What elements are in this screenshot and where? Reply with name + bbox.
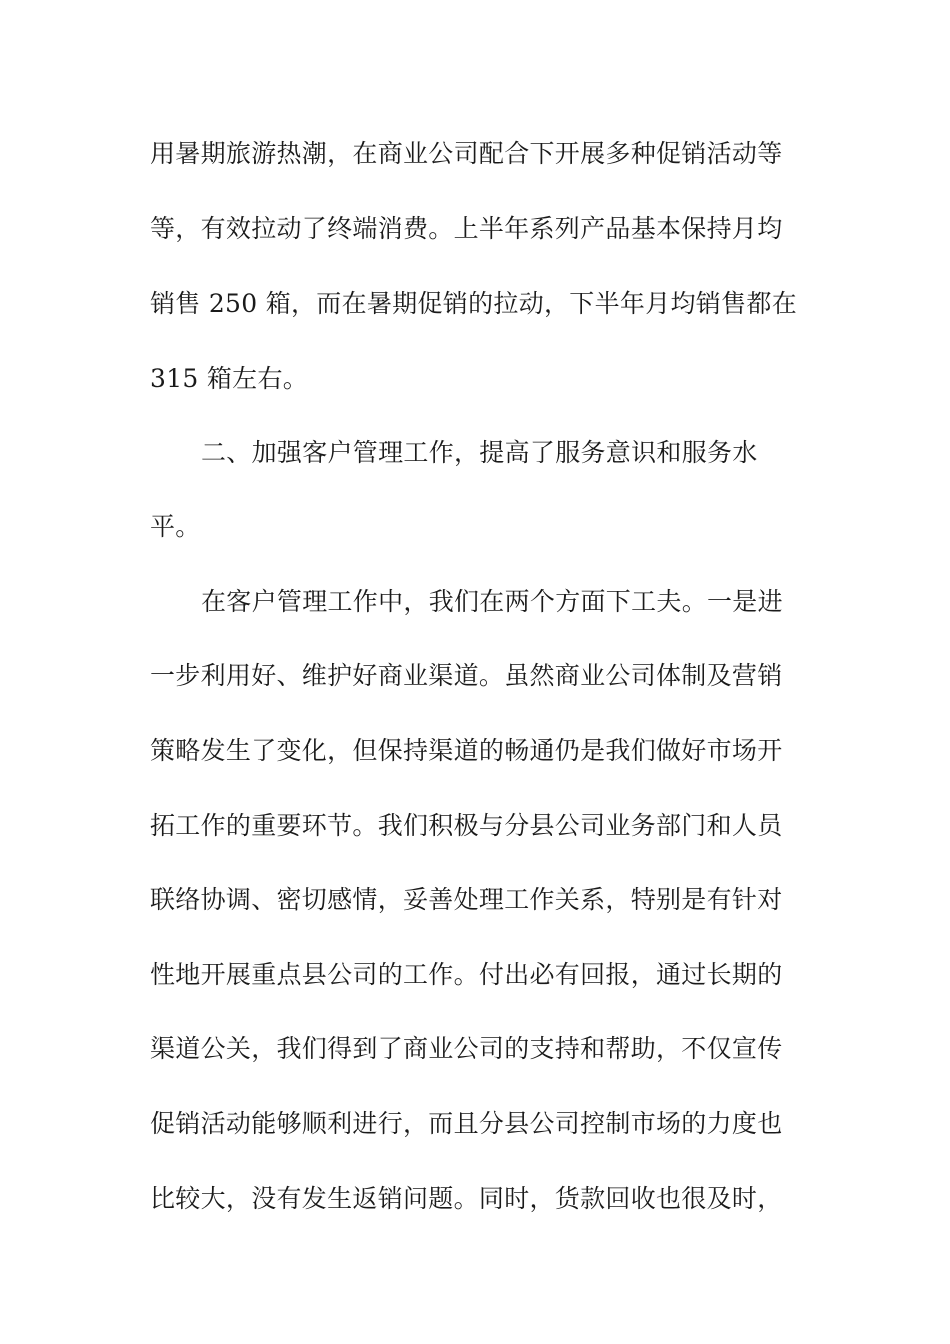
text-line: 性地开展重点县公司的工作。付出必有回报，通过长期的 bbox=[150, 960, 783, 989]
text-line: 促销活动能够顺利进行，而且分县公司控制市场的力度也 bbox=[150, 1109, 783, 1138]
text-line: 315 箱左右。 bbox=[150, 364, 309, 393]
text-line: 销售 250 箱，而在暑期促销的拉动，下半年月均销售都在 bbox=[150, 289, 798, 318]
text-line: 等，有效拉动了终端消费。上半年系列产品基本保持月均 bbox=[150, 214, 783, 243]
section-heading: 二、加强客户管理工作，提高了服务意识和服务水 bbox=[201, 438, 758, 467]
paragraph-first-line: 在客户管理工作中，我们在两个方面下工夫。一是进 bbox=[201, 587, 783, 616]
text-line: 拓工作的重要环节。我们积极与分县公司业务部门和人员 bbox=[150, 811, 783, 840]
text-line: 比较大，没有发生返销问题。同时，货款回收也很及时， bbox=[150, 1184, 783, 1213]
text-line: 联络协调、密切感情，妥善处理工作关系，特别是有针对 bbox=[150, 885, 783, 914]
text-line: 用暑期旅游热潮，在商业公司配合下开展多种促销活动等 bbox=[150, 139, 783, 168]
text-line: 渠道公关，我们得到了商业公司的支持和帮助，不仅宣传 bbox=[150, 1034, 783, 1063]
text-line: 策略发生了变化，但保持渠道的畅通仍是我们做好市场开 bbox=[150, 736, 783, 765]
text-line: 一步利用好、维护好商业渠道。虽然商业公司体制及营销 bbox=[150, 661, 783, 690]
section-heading-continuation: 平。 bbox=[150, 512, 201, 541]
